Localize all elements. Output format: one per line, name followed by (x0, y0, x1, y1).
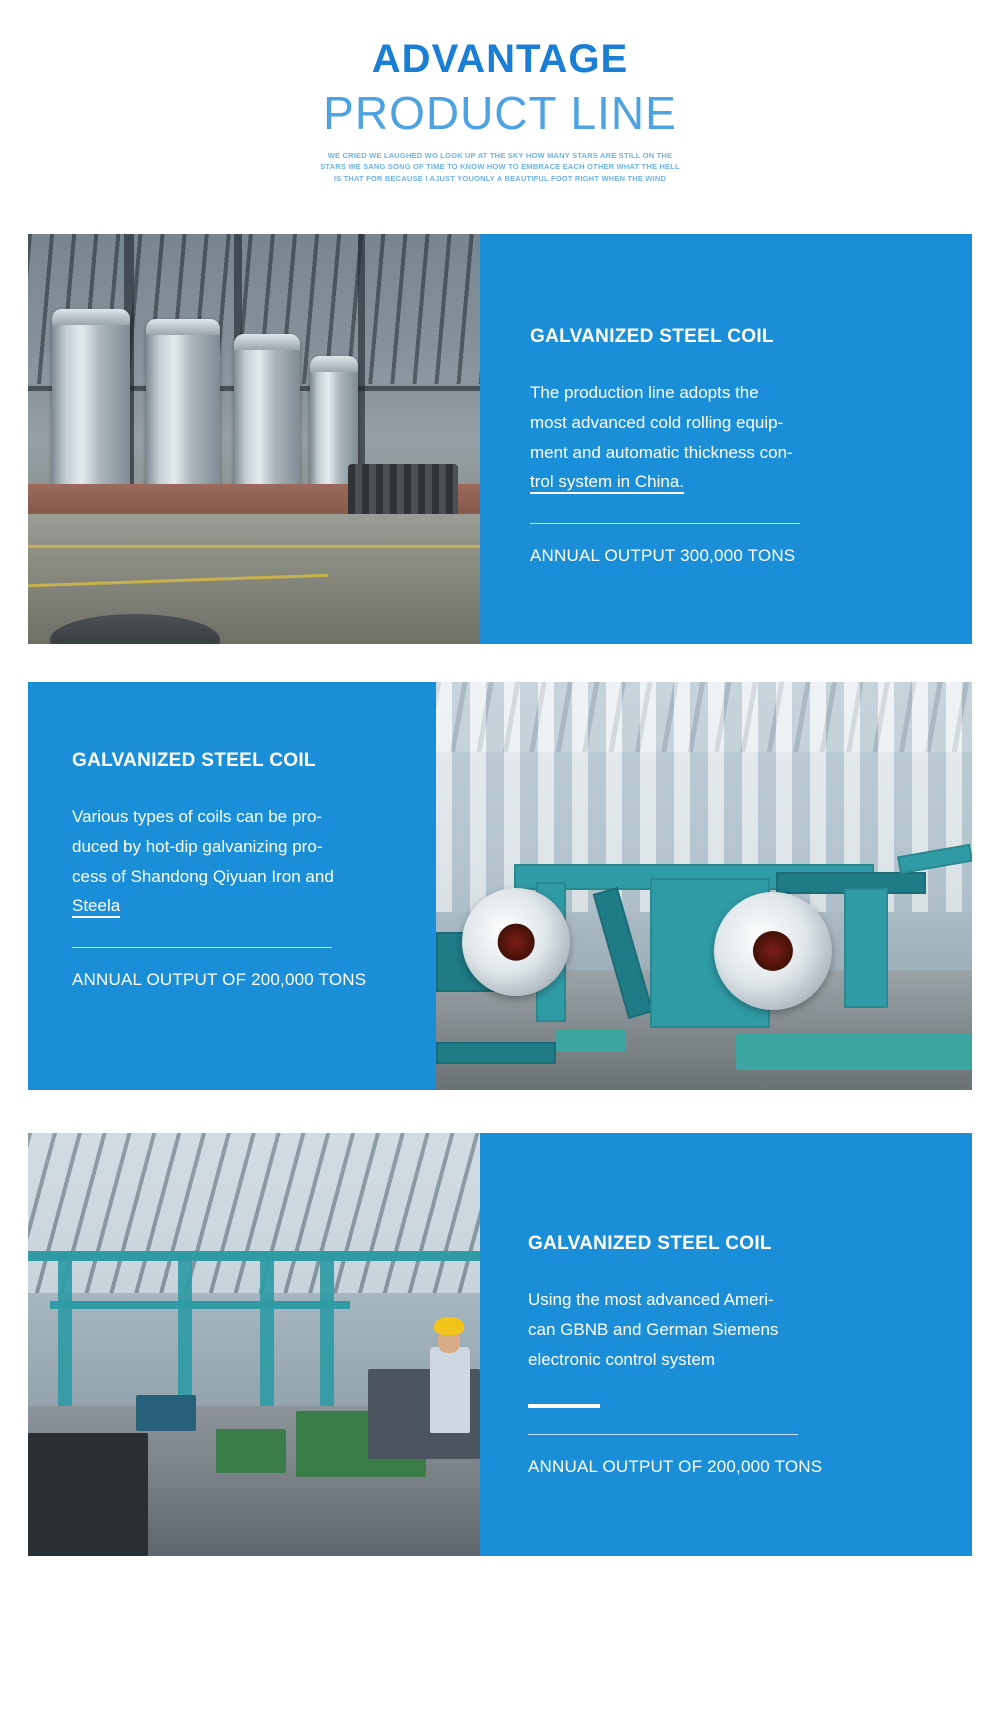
panel-body (528, 1285, 924, 1374)
photo-machine-frame (844, 888, 888, 1008)
photo-galvanizing-pots-workshop (28, 234, 480, 644)
panel-body-line: Using the most advanced Ameri- (528, 1290, 774, 1309)
photo-equipment (136, 1395, 196, 1431)
photo-green-slab (736, 1034, 972, 1070)
header-caption: WE CRIED WE LAUGHED WO LOOK UP AT THE SKY HOW MANY STARS ARE STILL ON THE STARS WE SANG SONG OF TIME TO KNOW HOW TO EMBRACE EACH OTHER WHAT THE HELL IS THAT FOR BECAUSE I AJUST YOUONLY A BEAUTIFUL FOOT RIGHT WHEN THE WIND (320, 150, 680, 184)
page-header (0, 0, 1000, 185)
info-panel-3 (480, 1133, 972, 1556)
panel-body-line: can GBNB and German Siemens (528, 1319, 779, 1339)
panel-body-line: duced by hot-dip galvanizing pro- (72, 836, 323, 856)
panel-title: GALVANIZED STEEL COIL (530, 326, 774, 347)
panel-body (530, 378, 922, 497)
photo-floor-line (28, 545, 480, 548)
section-row-2 (28, 682, 972, 1090)
panel-body-line: Various types of coils can be pro- (72, 807, 323, 826)
photo-green-slab (556, 1030, 626, 1052)
photo-coil-hub (498, 924, 535, 961)
panel-divider (528, 1434, 798, 1435)
photo-overhead-rail (50, 1301, 350, 1309)
panel-footer: ANNUAL OUTPUT OF 200,000 TONS (72, 970, 367, 989)
info-panel-1 (480, 234, 972, 644)
photo-worker-helmet (434, 1317, 464, 1335)
photo-floor-plate (436, 1042, 556, 1064)
photo-long-production-hall (28, 1133, 480, 1556)
panel-divider (530, 523, 800, 524)
photo-coil-hub (753, 931, 793, 971)
photo-steel-coil (462, 888, 570, 996)
panel-footer: ANNUAL OUTPUT 300,000 TONS (530, 546, 796, 565)
panel-accent-rule (528, 1404, 600, 1408)
panel-divider (72, 947, 332, 948)
photo-coil-handling-line (436, 682, 972, 1090)
panel-footer: ANNUAL OUTPUT OF 200,000 TONS (528, 1457, 823, 1477)
photo-worker-body (430, 1347, 470, 1433)
info-panel-2 (28, 682, 436, 1090)
photo-coil-stack (348, 464, 458, 518)
panel-title: GALVANIZED STEEL COIL (72, 750, 316, 771)
page-title: ADVANTAGE (371, 37, 629, 81)
photo-steel-coil (714, 892, 832, 1010)
section-row-1 (28, 234, 972, 644)
panel-body-line: Steela (72, 896, 120, 918)
panel-body-line: electronic control system (528, 1349, 716, 1369)
photo-dark-stack (28, 1433, 148, 1556)
photo-roof-structure (28, 1133, 480, 1293)
photo-column (260, 1253, 274, 1423)
panel-body-line: ment and automatic thickness con- (530, 442, 793, 462)
panel-body-line: trol system in China. (530, 472, 684, 494)
panel-body-line: The production line adopts the (530, 383, 759, 402)
photo-overhead-rail (28, 1251, 480, 1261)
panel-body (72, 802, 392, 921)
panel-body-line: cess of Shandong Qiyuan Iron and (72, 866, 334, 886)
photo-column (320, 1253, 334, 1413)
page-subtitle: PRODUCT LINE (323, 87, 677, 139)
section-row-3 (28, 1133, 972, 1556)
photo-green-machine (216, 1429, 286, 1473)
panel-body-line: most advanced cold rolling equip- (530, 412, 784, 432)
panel-title: GALVANIZED STEEL COIL (528, 1233, 772, 1254)
